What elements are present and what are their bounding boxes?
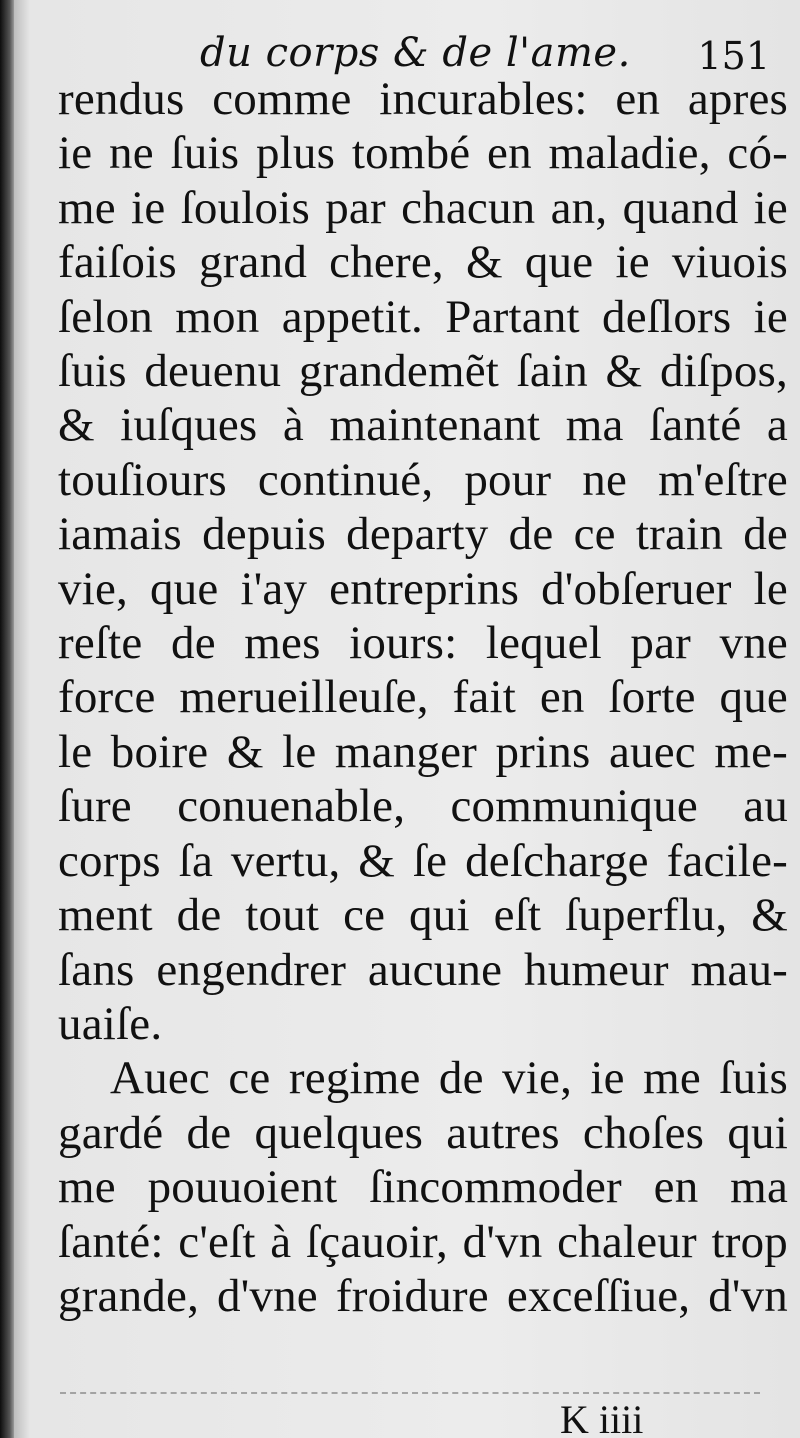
text-line: ſuis deuenu grandemẽt ſain & diſpos, (58, 345, 788, 398)
page-number: 151 (697, 34, 770, 78)
text-line: force merueilleuſe, fait en ſorte que (58, 671, 788, 724)
text-line: ſelon mon appetit. Partant deſlors ie (58, 290, 788, 343)
text-line: faiſois grand chere, & que ie viuois (58, 236, 788, 289)
text-line: ment de tout ce qui eſt ſuperflu, & (58, 889, 788, 942)
text-line: reſte de mes iours: lequel par vne (58, 617, 788, 670)
text-line: ſans engendrer aucune humeur mau- (58, 943, 788, 996)
text-line: ſanté: c'eſt à ſçauoir, d'vn chaleur trop (58, 1215, 788, 1268)
text-line: me ie ſoulois par chacun an, quand ie (58, 181, 788, 234)
running-head-title: du corps & de l'ame. (200, 30, 631, 76)
text-line-paragraph-end: uaiſe. (58, 997, 163, 1050)
body-text (58, 72, 788, 1323)
signature-mark: K iiii (560, 1397, 644, 1438)
text-line: corps ſa vertu, & ſe deſcharge facile- (58, 834, 788, 887)
text-line: ſure conuenable, communique au (58, 780, 788, 833)
text-line-paragraph-start: Auec ce regime de vie, ie me ſuis (110, 1052, 788, 1105)
text-line: gardé de quelques autres choſes qui (58, 1106, 788, 1159)
text-line: le boire & le manger prins auec me- (58, 725, 788, 778)
text-line: rendus comme incurables: en apres (58, 73, 788, 125)
text-line: touſiours continué, pour ne m'eſtre (58, 453, 788, 506)
bottom-rule (60, 1392, 760, 1394)
text-line: & iuſques à maintenant ma ſanté a (58, 399, 788, 452)
text-line: ie ne ſuis plus tombé en maladie, có- (58, 127, 788, 180)
text-line: grande, d'vne froidure exceſſiue, d'vn (58, 1269, 788, 1322)
page-gutter-shadow (0, 0, 14, 1438)
text-line: vie, que i'ay entreprins d'obſeruer le (58, 562, 788, 615)
text-line: iamais depuis departy de ce train de (58, 508, 788, 561)
text-line: me pouuoient ſincommoder en ma (58, 1161, 788, 1214)
